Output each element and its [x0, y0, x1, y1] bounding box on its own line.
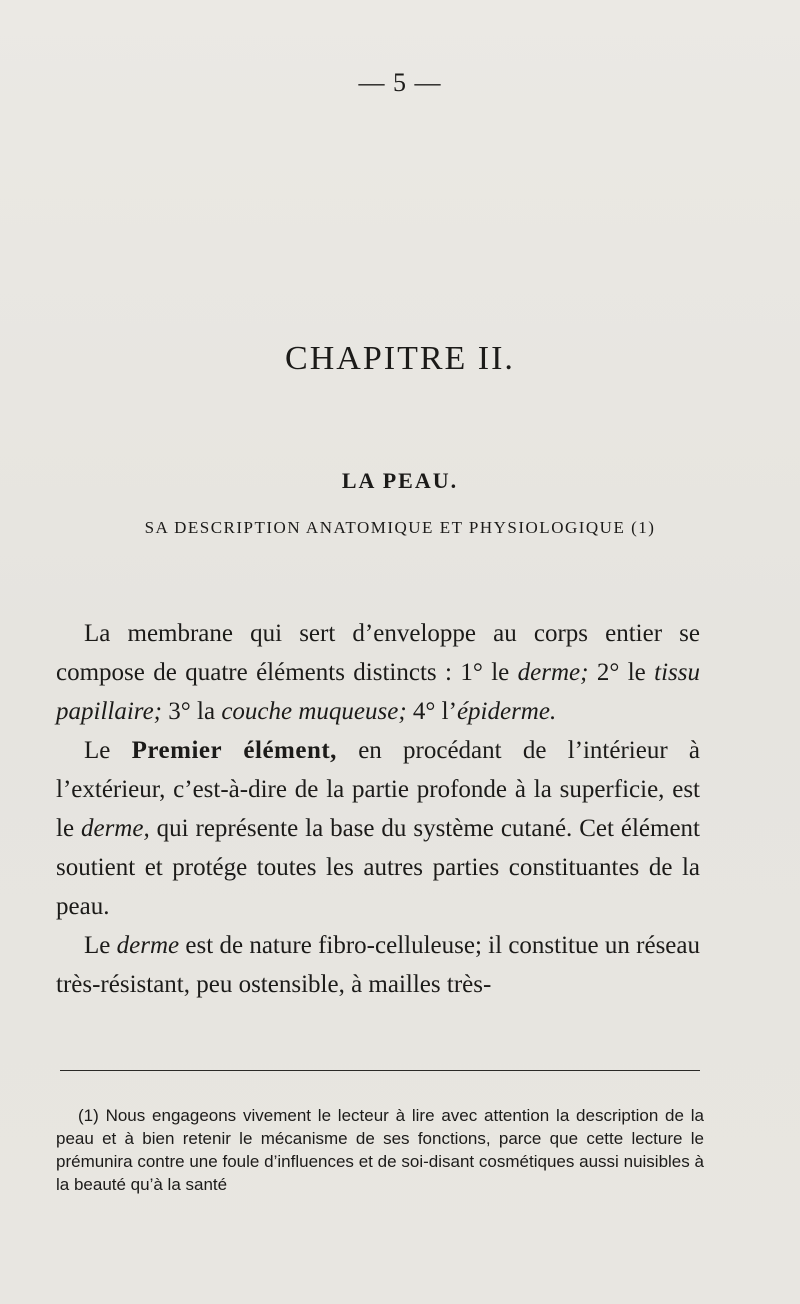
text-span: 2° le	[588, 659, 655, 686]
bold-term: Premier élément,	[131, 737, 337, 764]
text-span: est de nature fibro-celluleuse; il constitue un réseau très-résistant, peu ostensible, à mailles très-	[56, 932, 700, 998]
footnote-divider	[60, 1070, 700, 1071]
chapter-title: CHAPITRE II.	[285, 340, 515, 377]
paragraph-2	[56, 731, 700, 926]
text-span: 4° l’	[406, 698, 457, 725]
page-number: — 5 —	[358, 68, 442, 97]
footnote	[56, 1104, 704, 1196]
italic-term: tissu papillaire;	[56, 659, 700, 725]
footnote-text: (1) Nous engageons vivement le lecteur à lire avec attention la description de la peau et à bien retenir le mécanisme de ses fonctions, parce que cette lecture le prémunira contre une foule d’influences et de soi-disant cosmétiques aussi nuisibles à la beauté qu’à la santé	[56, 1106, 704, 1194]
paragraph-1	[56, 614, 700, 731]
paragraph-3	[56, 926, 700, 1004]
italic-term: derme;	[517, 659, 589, 686]
italic-term: épiderme.	[456, 698, 557, 725]
text-span: 3° la	[162, 698, 222, 725]
text-span: Le	[84, 737, 132, 764]
italic-term: derme	[116, 932, 180, 959]
section-title: LA PEAU.	[341, 468, 459, 493]
text-span: qui représente la base du système cutané. Cet élément soutient et protége toutes les autres parties constituantes de la peau.	[56, 815, 700, 920]
section-subtitle: SA DESCRIPTION ANATOMIQUE ET PHYSIOLOGIQUE (1)	[144, 518, 656, 537]
body-text	[56, 614, 700, 1004]
text-span: Le	[84, 932, 117, 959]
text-span: La membrane qui sert d’enveloppe au corps entier se compose de quatre éléments distincts : 1° le	[56, 620, 700, 686]
italic-term: couche muqueuse;	[221, 698, 407, 725]
text-span: en procédant de l’intérieur à l’extérieur, c’est-à-dire de la partie profonde à la superficie, est le	[56, 737, 700, 842]
italic-term: derme,	[80, 815, 150, 842]
